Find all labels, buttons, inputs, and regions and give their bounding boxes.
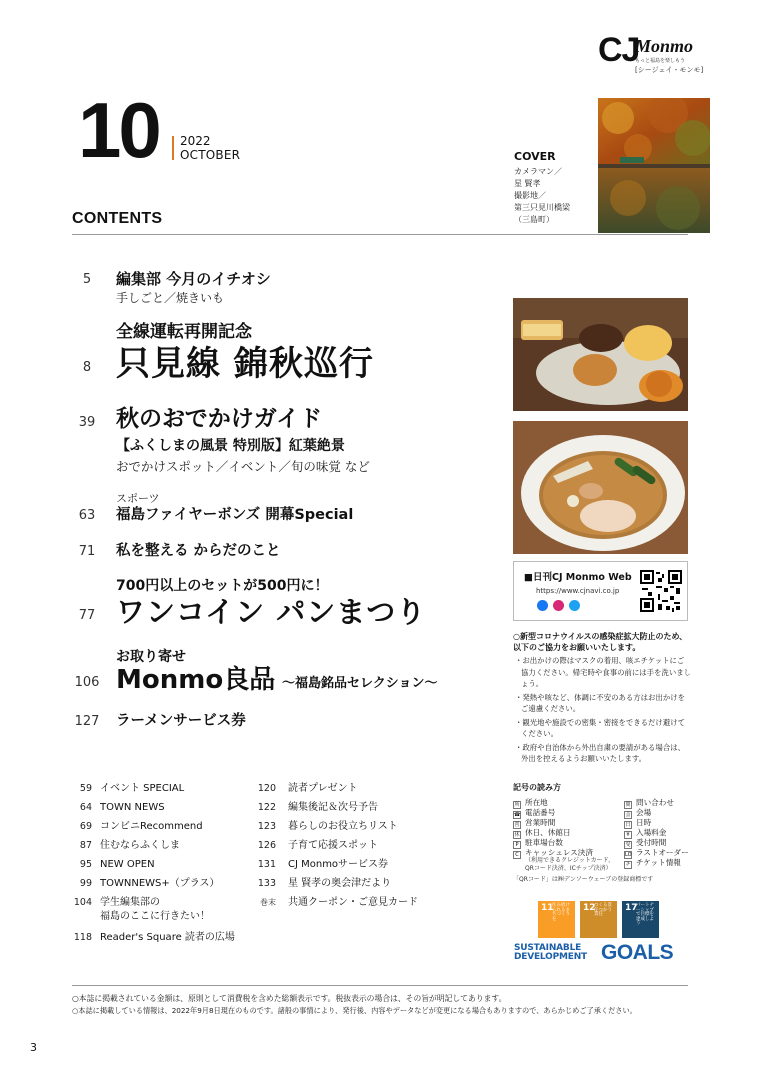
ticket-icon: チ (625, 862, 631, 868)
legend-label: 電話番号 (525, 808, 556, 817)
issue-month: OCTOBER (180, 148, 241, 162)
entry-kicker: 700円以上のセットが500円に！ (116, 578, 329, 594)
legend-item-ticket (624, 858, 681, 869)
notice-item: ・お出かけの際はマスクの着用、咳エチケットにご協力ください。帰宅時や食事の前には手を洗いましょう。 (515, 656, 691, 688)
list-page: 131 (257, 859, 276, 870)
list-item: 福島のここに行きたい！ (100, 911, 210, 922)
list-item: 読者プレゼント (288, 783, 358, 794)
list-page: 64 (79, 802, 92, 813)
instagram-icon[interactable] (553, 600, 564, 611)
entry-subtitle: ～福島銘品セレクション～ (282, 676, 438, 691)
logo-kana: [シージェイ・モンモ] (635, 66, 704, 74)
legend-label: 会場 (636, 808, 652, 817)
sdg-number: 11 (541, 903, 554, 913)
list-page: 104 (73, 897, 92, 908)
list-page: 133 (257, 878, 276, 889)
legend-label: 営業時間 (525, 818, 556, 827)
entry-title: 只見線 錦秋巡行 (116, 344, 374, 384)
closed-icon: 休 (514, 832, 520, 838)
entry-page: 8 (82, 360, 92, 375)
entry-page: 106 (74, 675, 100, 690)
reception-icon: 受 (625, 842, 631, 848)
issue-year: 2022 (180, 134, 211, 148)
qr-code-icon[interactable] (640, 570, 682, 612)
issue-divider (172, 136, 174, 160)
contents-title: CONTENTS (72, 210, 163, 227)
entry-title: 編集部 今月のイチオシ (116, 270, 271, 288)
venue-icon: 会 (625, 812, 631, 818)
datetime-icon: 日 (625, 822, 631, 828)
legend-label: ラストオーダー (636, 848, 689, 857)
twitter-icon[interactable] (569, 600, 580, 611)
list-item: 子育て応援スポット (288, 840, 378, 851)
entry-page: 63 (78, 508, 96, 523)
fee-icon: ¥ (624, 831, 632, 839)
list-item: 暮らしのお役立ちリスト (288, 821, 398, 832)
last-order-icon: LO (625, 852, 632, 858)
entry-page: 71 (78, 544, 96, 559)
footer-note: ○本誌に掲載している情報は、2022年9月8日現在のものです。諸般の事情により、発行後、内容やデータなどが変更になる場合もありますので、あらかじめご了承ください。 (72, 1006, 637, 1015)
cashless-icon: C (513, 851, 521, 859)
covid-notice (513, 631, 691, 765)
qr-trademark-note: 「QRコード」は㈱デンソーウェーブの登録商標です (513, 876, 654, 883)
sdg-goal-12-icon (580, 901, 617, 938)
list-page: 巻末 (260, 898, 276, 907)
list-page: 123 (257, 821, 276, 832)
list-item: TOWN NEWS (100, 802, 165, 813)
footer-divider (72, 985, 688, 986)
phone-icon: ☎ (514, 812, 521, 818)
logo-monmo: Monmo (635, 36, 694, 56)
notice-item: ・観光地や施設での密集・密接をできるだけ避けてください。 (515, 717, 685, 738)
list-item: 編集後記＆次号予告 (288, 802, 378, 813)
address-icon: 所 (514, 802, 520, 808)
sdg-number: 12 (583, 903, 596, 913)
legend-title: 記号の読み方 (513, 783, 561, 792)
sdg-label: つくる責任つかう責任 (594, 903, 612, 917)
legend-label: 駐車場台数 (525, 838, 563, 847)
entry-page: 127 (74, 714, 100, 729)
footer-note: ○本誌に掲載されている金額は、原則として消費税を含めた総額表示です。税抜表示の場合は、その旨が明記してあります。 (72, 994, 507, 1003)
entry-kicker: 全線運転再開記念 (116, 322, 252, 342)
list-item: 住むならふくしま (100, 840, 180, 851)
list-item: 学生編集部の (100, 897, 160, 908)
cover-credit-line: 第三只見川橋梁 (514, 203, 570, 212)
hours-icon: 営 (514, 822, 520, 828)
cj-monmo-logo (598, 28, 708, 80)
legend-label: 受付時間 (636, 838, 667, 847)
legend-note: QRコード決済、ICチップ決済） (525, 865, 612, 872)
sdg-goal-11-icon (538, 901, 575, 938)
sdgs-wordmark: DEVELOPMENT (514, 952, 587, 962)
list-item: 共通クーポン・ご意見カード (288, 897, 418, 908)
list-page: 69 (79, 821, 92, 832)
entry-title: Monmo良品 (116, 665, 276, 695)
legend-label: 休日、休館日 (525, 828, 571, 837)
list-page: 120 (257, 783, 276, 794)
list-page: 87 (79, 840, 92, 851)
logo-cj: CJ (598, 31, 640, 69)
cover-credit-line: 星 賢孝 (514, 179, 541, 188)
legend-label: キャッシュレス決済 (525, 848, 593, 857)
entry-subtitle: おでかけスポット／イベント／旬の味覚 など (116, 459, 370, 474)
ramen-photo (513, 421, 688, 554)
entry-title: 福島ファイヤーボンズ 開幕Special (116, 507, 354, 523)
list-page: 95 (79, 859, 92, 870)
list-item: CJ Monmoサービス券 (288, 859, 389, 870)
list-item: TOWNNEWS+（プラス） (100, 878, 220, 889)
list-page: 122 (257, 802, 276, 813)
entry-title: 秋のおでかけガイド (116, 406, 323, 432)
entry-page: 39 (78, 415, 96, 430)
cover-credit-line: （三島町） (514, 215, 554, 224)
sdg-goal-17-icon (622, 901, 659, 938)
web-url[interactable]: https://www.cjnavi.co.jp (536, 587, 620, 595)
list-page: 59 (79, 783, 92, 794)
list-item: 星 賢孝の奥会津だより (288, 878, 392, 889)
legend-label: 問い合わせ (636, 798, 674, 807)
parking-icon: P (513, 841, 521, 849)
sdg-number: 17 (625, 903, 638, 913)
facebook-icon[interactable] (537, 600, 548, 611)
list-item: イベント SPECIAL (100, 783, 185, 794)
entry-title: ラーメンサービス券 (116, 713, 246, 729)
sdgs-wordmark: SUSTAINABLE (514, 943, 582, 953)
entry-page: 5 (82, 272, 92, 287)
legend-label: 所在地 (525, 798, 548, 807)
notice-item: ・発熱や咳など、体調に不安のある方はお出かけをご遠慮ください。 (515, 692, 685, 713)
entry-page: 77 (78, 608, 96, 623)
inquiry-icon: 問 (625, 802, 631, 808)
entry-title: 私を整える からだのこと (116, 543, 281, 559)
list-item: NEW OPEN (100, 859, 155, 870)
legend-label: 入場料金 (636, 828, 667, 837)
cover-photo (598, 98, 710, 233)
notice-heading: ○新型コロナウイルスの感染症拡大防止のため、以下のご協力をお願いいたします。 (513, 632, 688, 652)
sdg-label: パートナーシップで目標を達成しよう (636, 903, 654, 926)
list-item: Reader's Square 読者の広場 (100, 932, 235, 943)
issue-number: 10 (78, 86, 159, 174)
cover-credit-line: カメラマン／ (514, 167, 562, 176)
page-number: 3 (30, 1041, 37, 1054)
contents-divider (72, 234, 688, 235)
sdg-label: 住み続けられるまちづくりを (552, 903, 570, 922)
legend-note: （利用できるクレジットカード、 (525, 857, 615, 864)
web-info-box (513, 561, 688, 621)
entry-title: ワンコイン パンまつり (116, 595, 427, 629)
entry-kicker: お取り寄せ (116, 649, 186, 665)
web-title: ■日刊CJ Monmo Web (524, 572, 632, 583)
entry-subtitle: 【ふくしまの風景 特別版】紅葉絶景 (116, 438, 345, 454)
list-page: 126 (257, 840, 276, 851)
sdgs-goals-logo: GOALS (601, 941, 674, 964)
notice-item: ・政府や自治体から外出自粛の要請がある場合は、外出を控えるようお願いいたします。 (515, 742, 685, 763)
list-page: 99 (79, 878, 92, 889)
bread-photo (513, 298, 688, 411)
entry-subtitle: 手しごと／焼きいも (116, 291, 225, 305)
logo-tagline: もっと福島を楽しもう (635, 58, 686, 64)
list-item: コンビニRecommend (100, 821, 203, 832)
cover-credit-line: 撮影地／ (514, 191, 546, 200)
cover-title: COVER (514, 150, 556, 163)
legend-label: チケット情報 (636, 858, 681, 867)
legend-label: 日時 (636, 818, 652, 827)
entry-kicker: スポーツ (116, 492, 160, 505)
list-page: 118 (73, 932, 92, 943)
